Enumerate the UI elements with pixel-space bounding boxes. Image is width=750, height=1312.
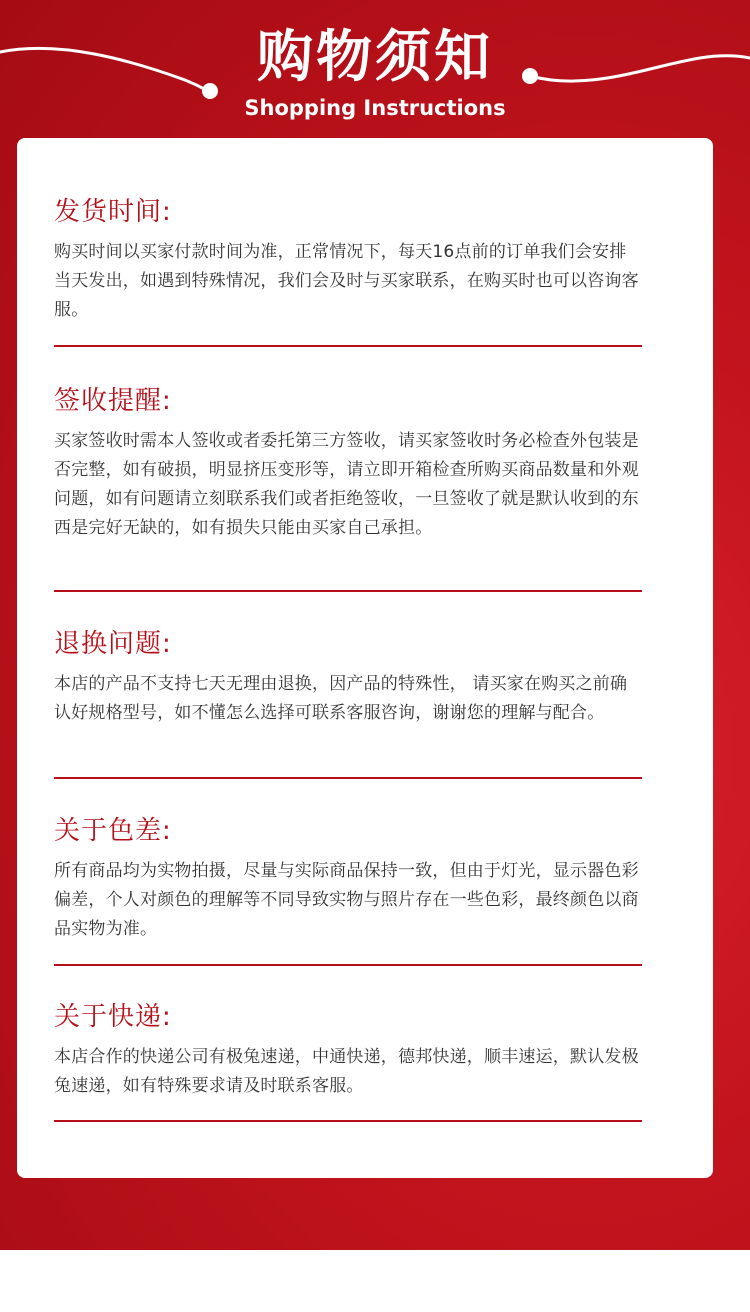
divider: [54, 777, 642, 779]
section-shipping-time: [54, 194, 642, 325]
page-subtitle: Shopping Instructions: [244, 96, 506, 120]
section-body: 本店的产品不支持七天无理由退换，因产品的特殊性， 请买家在购买之前确认好规格型号，如不懂怎么选择可联系客服咨询，谢谢您的理解与配合。: [54, 674, 628, 723]
section-express: [54, 999, 642, 1101]
section-color-difference: [54, 813, 642, 944]
divider: [54, 964, 642, 966]
section-title: 退换问题:: [54, 629, 172, 659]
divider: [54, 590, 642, 592]
section-body: 本店合作的快递公司有极兔速递，中通快递，德邦快递，顺丰速运，默认发极兔速递，如有特殊要求请及时联系客服。: [54, 1047, 639, 1096]
section-title: 关于快递:: [54, 1002, 172, 1032]
section-body: 购买时间以买家付款时间为准，正常情况下，每天16点前的订单我们会安排当天发出，如遇到特殊情况，我们会及时与买家联系，在购买时也可以咨询客服。: [54, 242, 639, 320]
section-title: 发货时间:: [54, 197, 172, 227]
page-title: 购物须知: [257, 25, 493, 90]
section-title: 签收提醒:: [54, 386, 172, 416]
divider: [54, 1120, 642, 1122]
section-body: 买家签收时需本人签收或者委托第三方签收，请买家签收时务必检查外包装是否完整，如有破损，明显挤压变形等，请立即开箱检查所购买商品数量和外观问题，如有问题请立刻联系我们或者拒绝签收，一旦签收了就是默认收到的东西是完好无缺的，如有损失只能由买家自己承担。: [54, 431, 639, 538]
section-body: 所有商品均为实物拍摄，尽量与实际商品保持一致，但由于灯光，显示器色彩偏差，个人对颜色的理解等不同导致实物与照片存在一些色彩，最终颜色以商品实物为准。: [54, 861, 639, 939]
section-title: 关于色差:: [54, 816, 172, 846]
section-returns: [54, 626, 642, 728]
divider: [54, 345, 642, 347]
section-delivery-reminder: [54, 383, 642, 543]
